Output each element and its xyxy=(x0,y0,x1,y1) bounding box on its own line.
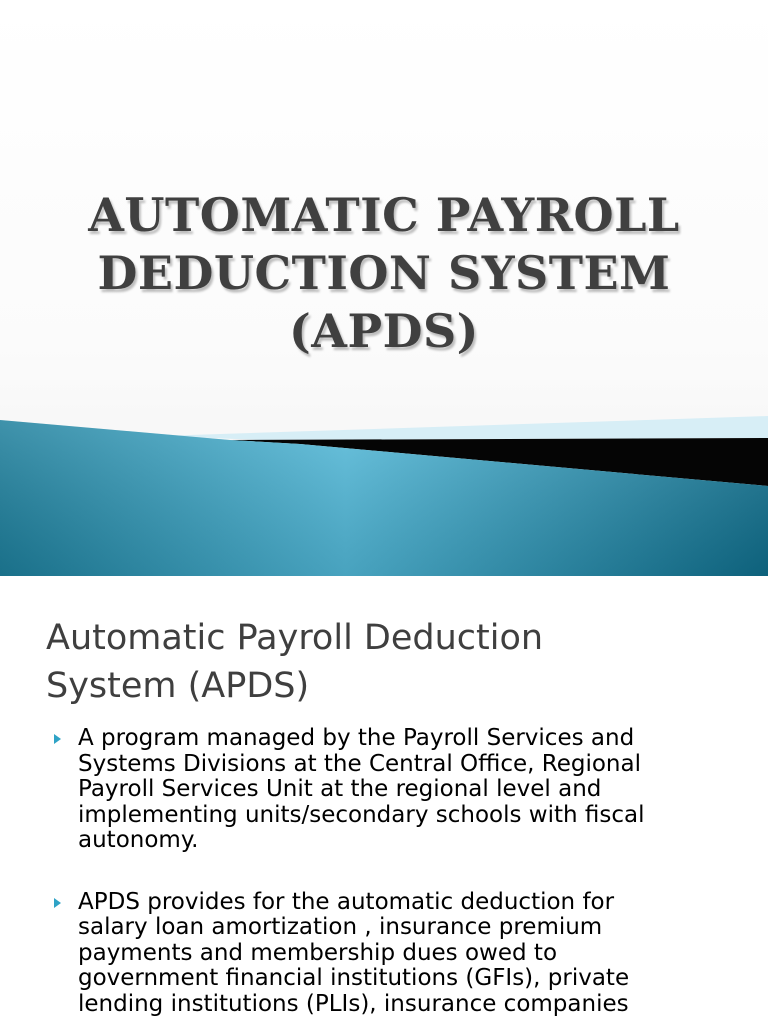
heading-line-1: Automatic Payroll Deduction xyxy=(46,618,544,658)
bullet-text: A program managed by the Payroll Services and Systems Divisions at the Central Office, Regional Payroll Services Unit at the regional level and implementing units/secondary schools with fiscal autonomy. xyxy=(78,725,645,853)
heading-line-2: System (APDS) xyxy=(46,666,310,706)
title-line-1: AUTOMATIC PAYROLL xyxy=(88,188,680,242)
bullet-text: APDS provides for the automatic deduction for salary loan amortization , insurance premium payments and membership dues owed to government financial institutions (GFIs), private lending institutions (PLIs), insurance companies xyxy=(78,888,630,1017)
bullet-arrow-icon xyxy=(54,734,61,744)
title-line-2: DEDUCTION SYSTEM xyxy=(97,246,671,300)
title-line-3: (APDS) xyxy=(289,304,479,358)
content-heading xyxy=(46,614,746,710)
light-band xyxy=(160,416,768,440)
bullet-list xyxy=(54,726,754,1024)
bullet-arrow-icon xyxy=(54,898,61,908)
decorative-wave-band xyxy=(0,400,768,576)
content-slide xyxy=(0,576,768,1024)
slide-title xyxy=(0,186,768,360)
bullet-item xyxy=(54,890,754,1018)
bullet-item xyxy=(54,726,754,854)
